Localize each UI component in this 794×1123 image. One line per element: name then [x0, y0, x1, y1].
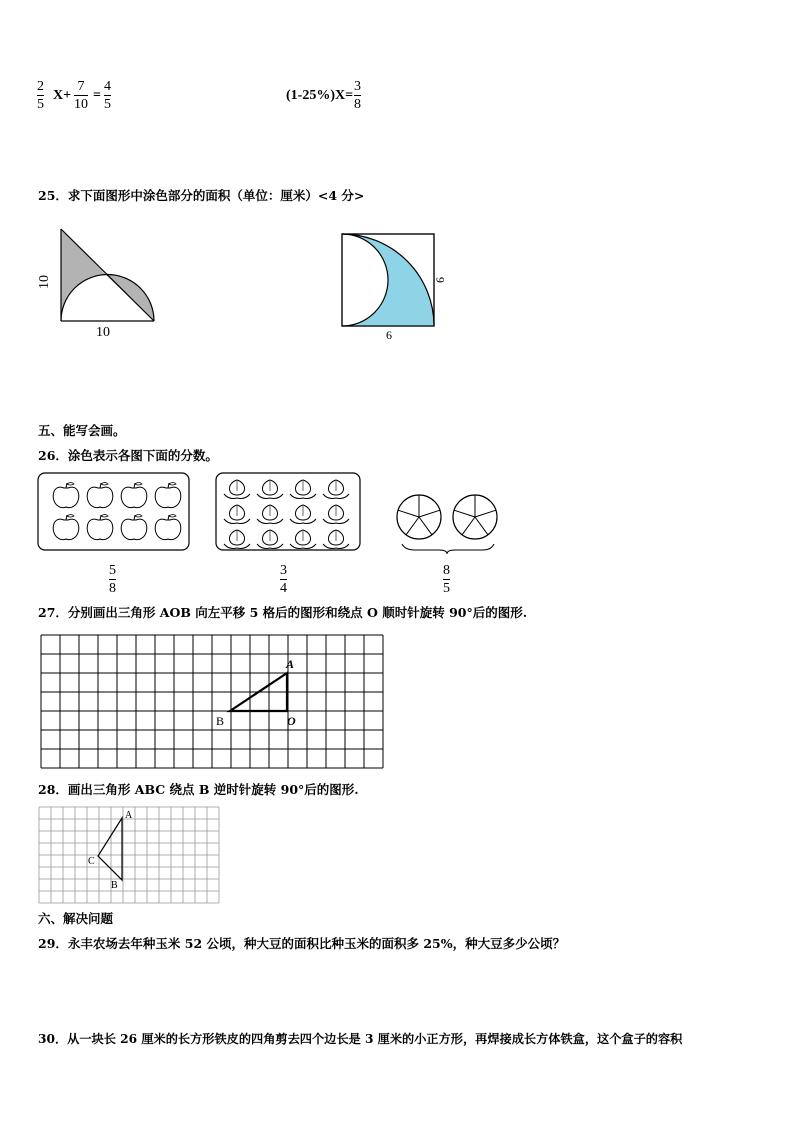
numerator: 8	[443, 563, 450, 578]
question-26: 26．涂色表示各图下面的分数。	[38, 448, 218, 463]
triangle-abc	[98, 818, 122, 880]
apple-icon	[121, 483, 147, 508]
peach-icon	[290, 505, 316, 524]
question-25: 25．求下面图形中涂色部分的面积（单位：厘米）<4 分>	[38, 188, 365, 203]
denominator: 10	[74, 97, 88, 112]
numerator: 2	[37, 79, 44, 94]
pie-circles	[395, 490, 505, 556]
numerator: 7	[77, 79, 85, 94]
fraction-3-8	[354, 79, 361, 112]
label-o: O	[287, 714, 296, 728]
denominator: 5	[37, 97, 44, 112]
question-27: 27．分别画出三角形 AOB 向左平移 5 格后的图形和绕点 O 顺时针旋转 90°后的图形.	[38, 605, 528, 620]
apple-icon	[87, 515, 113, 540]
apple-icon	[155, 483, 181, 508]
question-30: 30．从一块长 26 厘米的长方形铁皮的四角剪去四个边长是 3 厘米的小正方形，再焊接成长方体铁盒，这个盒子的容积	[38, 1032, 683, 1046]
grid-q27	[38, 632, 384, 770]
side-label-10: 10	[37, 275, 52, 289]
peach-icon	[290, 480, 316, 499]
numerator: 3	[280, 563, 287, 578]
equals-sign: =	[93, 88, 101, 103]
figure-square-quarter-circles	[336, 228, 456, 348]
answer-fraction-8-5	[443, 563, 450, 596]
pie-circle-2	[453, 495, 497, 539]
label-b: B	[111, 880, 118, 891]
section-5-title: 五、能写会画。	[38, 423, 126, 438]
grid-q28	[38, 806, 220, 906]
apple-icon	[53, 483, 79, 508]
peach-icon	[257, 480, 283, 499]
peach-icon	[224, 505, 250, 524]
peach-icon	[323, 530, 349, 549]
label-c: C	[88, 856, 95, 867]
peach-icon	[224, 530, 250, 549]
fraction-4-5	[104, 79, 111, 112]
label-a: A	[286, 657, 295, 671]
bottom-label-6: 6	[386, 328, 392, 342]
label-b: B	[216, 714, 225, 728]
fraction-2-5	[37, 79, 44, 112]
answer-fraction-5-8	[109, 563, 116, 596]
peaches-box	[215, 472, 363, 552]
equation-2-prefix: (1-25%)X=	[286, 88, 354, 103]
numerator: 3	[354, 79, 361, 94]
apples-box	[37, 472, 191, 552]
brace	[402, 544, 494, 554]
equation-x-plus: X+	[53, 88, 72, 103]
pie-circle-1	[397, 495, 441, 539]
fraction-7-10	[74, 79, 88, 112]
numerator: 5	[109, 563, 116, 578]
label-a: A	[125, 810, 133, 821]
apple-icon	[87, 483, 113, 508]
peach-icon	[257, 530, 283, 549]
peach-icon	[323, 505, 349, 524]
figure-triangle-semicircle	[30, 222, 170, 342]
peach-icon	[257, 505, 283, 524]
apple-icon	[121, 515, 147, 540]
numerator: 4	[104, 79, 111, 94]
peach-icon	[224, 480, 250, 499]
bottom-label-10: 10	[96, 325, 110, 340]
peach-icon	[323, 480, 349, 499]
answer-fraction-3-4	[280, 563, 287, 596]
question-29: 29．永丰农场去年种玉米 52 公顷，种大豆的面积比种玉米的面积多 25%，种大豆多少公顷？	[38, 936, 566, 951]
section-6-title: 六、解决问题	[38, 911, 114, 926]
denominator: 5	[443, 581, 450, 596]
side-label-6: 6	[433, 277, 447, 283]
question-28: 28．画出三角形 ABC 绕点 B 逆时针旋转 90°后的图形.	[38, 782, 359, 797]
apple-icon	[155, 515, 181, 540]
denominator: 5	[104, 97, 111, 112]
apple-icon	[53, 515, 79, 540]
denominator: 4	[280, 581, 287, 596]
denominator: 8	[354, 97, 361, 112]
peach-icon	[290, 530, 316, 549]
denominator: 8	[109, 581, 116, 596]
